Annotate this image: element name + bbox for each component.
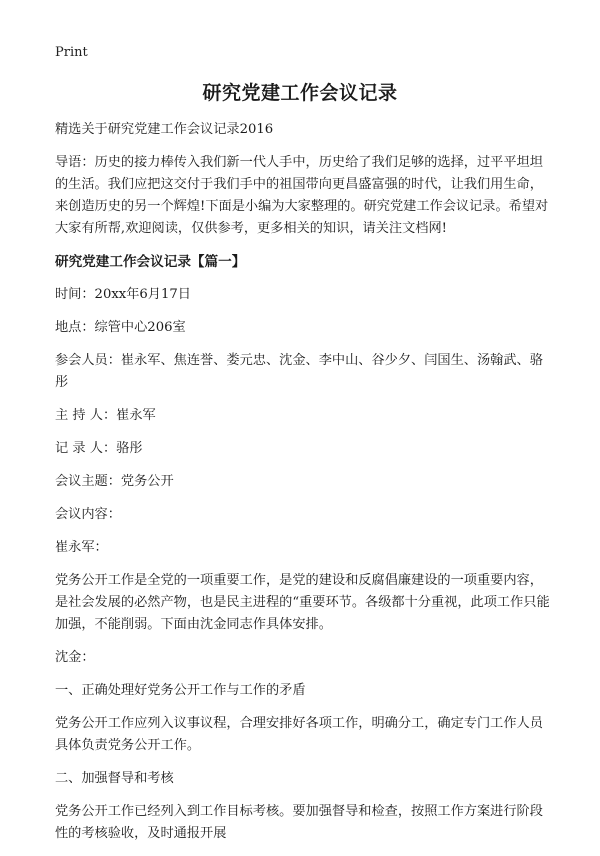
meeting-host: 主 持 人：崔永军 — [55, 408, 156, 423]
point-paragraph: 党务公开工作已经列入到工作目标考核。要加强督导和检查，按照工作方案进行阶段性的考核验收，及时通报开展 — [55, 804, 543, 841]
point-heading: 一、正确处理好党务公开工作与工作的矛盾 — [55, 683, 306, 698]
speaker-label: 崔永军： — [55, 540, 108, 555]
point-paragraph: 党务公开工作应列入议事议程，合理安排好各项工作，明确分工，确定专门工作人员具体负责党务公开工作。 — [55, 716, 543, 753]
point-heading: 二、加强督导和考核 — [55, 771, 174, 786]
document-title: 研究党建工作会议记录 — [202, 82, 398, 104]
meeting-recorder: 记 录 人：骆彤 — [55, 441, 143, 456]
speaker-label: 沈金： — [55, 650, 95, 665]
section-heading: 研究党建工作会议记录【篇一】 — [55, 254, 246, 270]
meeting-location: 地点：综管中心206室 — [55, 320, 186, 335]
meeting-topic: 会议主题：党务公开 — [55, 474, 174, 489]
document-body — [55, 119, 555, 856]
document-subtitle: 精选关于研究党建工作会议记录2016 — [55, 122, 274, 137]
meeting-time: 时间：20xx年6月17日 — [55, 287, 191, 302]
print-label[interactable]: Print — [55, 45, 88, 60]
meeting-attendees: 参会人员：崔永军、焦连誉、娄元忠、沈金、李中山、谷少夕、闫国生、汤翰武、骆彤 — [55, 353, 543, 390]
intro-paragraph: 导语：历史的接力棒传入我们新一代人手中，历史给了我们足够的选择，过平平坦坦的生活。我们应把这交付于我们手中的祖国带向更昌盛富强的时代，让我们用生命，来创造历史的另一个辉煌!下面是小编为大家整理的。研究党建工作会议记录。希望对大家有所帮,欢迎阅读，仅供参考，更多相关的知识，请关注文档网! — [55, 155, 549, 236]
meeting-content-label: 会议内容： — [55, 507, 121, 522]
speech-paragraph: 党务公开工作是全党的一项重要工作，是党的建设和反腐倡廉建设的一项重要内容，是社会发展的必然产物，也是民主进程的“重要环节。各级都十分重视，此项工作只能加强，不能削弱。下面由沈金同志作具体安排。 — [55, 573, 550, 632]
